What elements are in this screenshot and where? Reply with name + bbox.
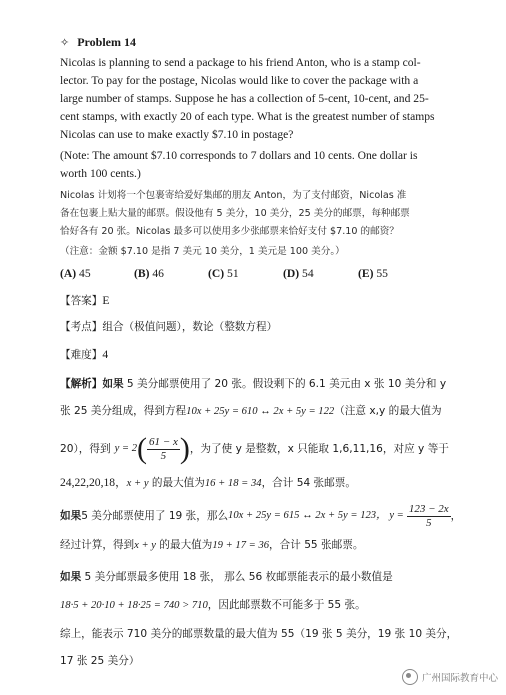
problem-text-line: cent stamps, with exactly 20 of each type. What is the greatest number of stamps (60, 110, 435, 123)
solution-line: 如果 5 美分邮票最多使用 18 张， 那么 56 枚邮票能表示的最小数值是 (60, 571, 393, 583)
problem-text-line: Nicolas can use to make exactly $7.10 in postage? (60, 128, 294, 141)
solution-line: 20），得到 y = 2 ( $\frac{61 - x}{5}$ ) ，为了使 y 是整数，x 只能取 1,6,11,16，对应 y 等于 (60, 432, 449, 465)
answer-line (60, 295, 109, 307)
fraction: $\frac{123 - 2x}{5}$ (408, 502, 449, 529)
answer-label: 【答案】 (60, 295, 103, 307)
equation: 10x + 25y = 610 ↔ 2x + 5y = 122 (186, 406, 335, 417)
answer-value: E (102, 294, 110, 307)
note-cn-line: （注意：金额 $7.10 是指 7 美元 10 美分，1 美元是 100 美分。） (60, 246, 345, 257)
note-text-line: worth 100 cents.) (60, 167, 141, 180)
option-b: (B) 46 (134, 267, 164, 280)
option-a: (A) 45 (60, 267, 91, 280)
topic-label: 【考点】 (60, 321, 103, 333)
problem-title: Problem 14 (77, 35, 136, 49)
option-d: (D) 54 (283, 267, 314, 280)
problem-header (60, 33, 136, 49)
fraction: $\frac{61 - x}{5}$ (149, 435, 178, 462)
problem-text-line: Nicolas is planning to send a package to his friend Anton, who is a stamp col- (60, 56, 421, 69)
solution-line: 17 张 25 美分） (60, 655, 140, 667)
solution-line: 张 25 美分组成，得到方程10x + 25y = 610 ↔ 2x + 5y = 122（注意 x,y 的最大值为 (60, 405, 442, 417)
topic-line (60, 322, 277, 333)
difficulty-value: 4 (102, 348, 109, 361)
problem-text-line: lector. To pay for the postage, Nicolas would like to cover the package with a (60, 74, 419, 87)
solution-line: 18·5 + 20·10 + 18·25 = 740 > 710，因此邮票数不可能多于 55 张。 (60, 599, 366, 611)
solution-line: 24,22,20,18，x + y 的最大值为16 + 18 = 34，合计 54 张邮票。 (60, 476, 356, 489)
problem-cn-line: Nicolas 计划将一个包裹寄给爱好集邮的朋友 Anton，为了支付邮资，Nicolas 准 (60, 190, 407, 201)
difficulty-label: 【难度】 (60, 349, 103, 361)
option-c: (C) 51 (208, 267, 239, 280)
problem-text-line: large number of stamps. Suppose he has a collection of 5-cent, 10-cent, and 25- (60, 92, 429, 105)
solution-line: 【解析】如果 5 美分邮票使用了 20 张。假设剩下的 6.1 美元由 x 张 10 美分和 y (60, 378, 447, 390)
topic-value: 组合（极值问题），数论（整数方程） (102, 321, 278, 333)
note-text-line: (Note: The amount $7.10 corresponds to 7 dollars and 10 cents. One dollar is (60, 149, 418, 162)
solution-line: 经过计算，得到x + y 的最大值为19 + 17 = 36，合计 55 张邮票。 (60, 539, 364, 551)
solution-line: 如果 5 美分邮票使用了 19 张，那么 10x + 25y = 615 ↔ 2x + 5y = 123 ， y = $\frac{123 - 2x}{5}$ ， (60, 502, 462, 529)
difficulty-line (60, 349, 108, 361)
solution-label: 【解析】 (60, 378, 103, 390)
watermark: 广州国际教育中心 (402, 669, 498, 685)
diamond-icon: ✧ (60, 36, 70, 49)
problem-cn-line: 备在包裹上贴大量的邮票。假设他有 5 美分，10 美分，25 美分的邮票，每种邮票 (60, 208, 410, 219)
option-e: (E) 55 (358, 267, 388, 280)
problem-cn-line: 恰好各有 20 张。Nicolas 最多可以使用多少张邮票来恰好支付 $7.10 的邮资？ (60, 226, 399, 237)
solution-line: 综上，能表示 710 美分的邮票数量的最大值为 55（19 张 5 美分，19 张 10 美分， (60, 628, 458, 640)
wechat-logo-icon (402, 669, 418, 685)
